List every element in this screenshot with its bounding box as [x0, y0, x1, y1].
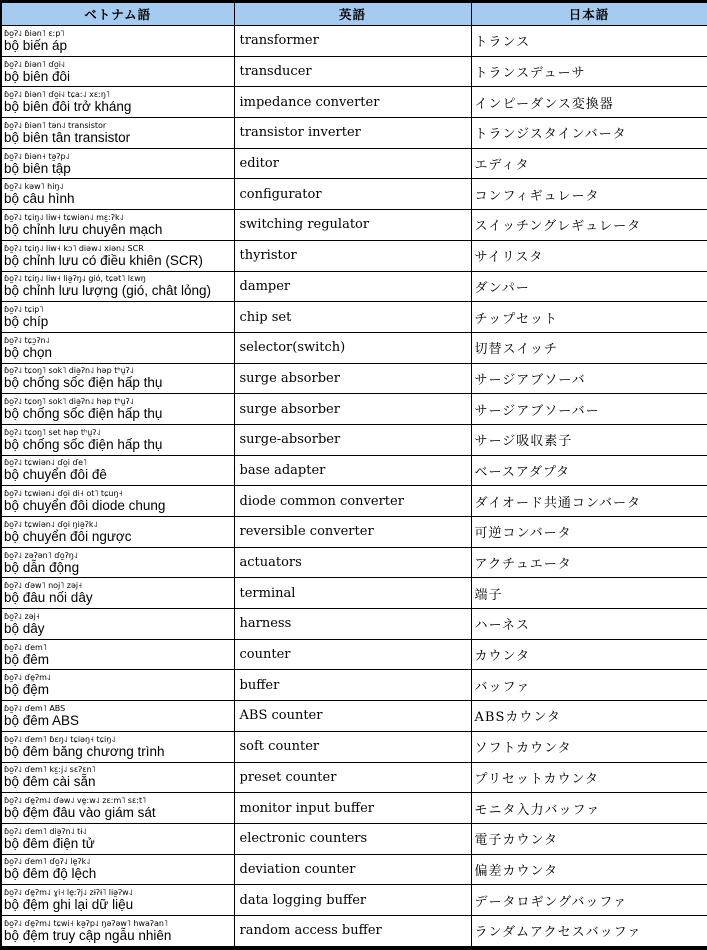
- table-row: [1, 731, 707, 762]
- vietnamese-term: bộ đêm ABS: [4, 712, 80, 728]
- vietnamese-term: bộ đêm cài sẵn: [4, 774, 96, 790]
- vietnamese-cell: [1, 578, 234, 609]
- vietnamese-cell: [1, 915, 234, 947]
- japanese-cell: チップセット: [471, 302, 707, 333]
- english-cell: monitor input buffer: [234, 793, 471, 824]
- japanese-cell: カウンタ: [471, 639, 707, 670]
- table-row: [1, 302, 707, 333]
- japanese-cell: トランスデューサ: [471, 56, 707, 87]
- table-row: [1, 148, 707, 179]
- japanese-cell: インピーダンス変換器: [471, 87, 707, 118]
- japanese-cell: サージアブソーバー: [471, 394, 707, 425]
- english-cell: terminal: [234, 578, 471, 609]
- japanese-cell: サージ吸収素子: [471, 424, 707, 455]
- table-row: [1, 332, 707, 363]
- japanese-cell: トランジスタインバータ: [471, 118, 707, 149]
- pronunciation-text: ɓo̰ʔ˨˩ tɕiŋ˨˩ liw˧ tɕwiən˨˩ mɛ̰ːʔk˨˩: [4, 212, 124, 222]
- vietnamese-term: bộ chuyển đôi diode chung: [4, 498, 166, 514]
- vietnamese-term: bộ chíp: [4, 314, 49, 330]
- vietnamese-cell: [1, 271, 234, 302]
- english-cell: switching regulator: [234, 210, 471, 241]
- table-row: [1, 547, 707, 578]
- english-cell: transducer: [234, 56, 471, 87]
- japanese-cell: アクチュエータ: [471, 547, 707, 578]
- table-row: [1, 639, 707, 670]
- vietnamese-term: bộ chỉnh lưu có điều khiên (SCR): [4, 252, 203, 268]
- vietnamese-term: bộ chỉnh lưu chuyên mạch: [4, 221, 163, 237]
- vietnamese-cell: [1, 639, 234, 670]
- header-english: 英語: [234, 2, 471, 26]
- table-row: [1, 210, 707, 241]
- pronunciation-text: ɓo̰ʔ˨˩ ɗḛʔm˨˩ ɗəw˨˩ vḛːw˨˩ zɛːm˥ sɛːt˥: [4, 796, 147, 806]
- pronunciation-text: ɓo̰ʔ˨˩ ɗem˥ diə̰ʔn˨˩ tɨ˨˩: [4, 826, 87, 836]
- header-japanese: 日本語: [471, 2, 707, 26]
- table-row: [1, 26, 707, 57]
- pronunciation-text: ɓo̰ʔ˨˩ ɗḛʔm˨˩ ɣi˧ lḛːʔj˨˩ zɨʔɨ˥ liə̰ʔw˨˩: [4, 888, 133, 898]
- pronunciation-text: ɓo̰ʔ˨˩ zəʔən˥ ɗo̰ʔŋ˨˩: [4, 550, 78, 560]
- header-vietnamese: ベトナム語: [1, 2, 234, 26]
- english-cell: deviation counter: [234, 854, 471, 885]
- table-row: [1, 578, 707, 609]
- japanese-cell: ABSカウンタ: [471, 701, 707, 732]
- pronunciation-text: ɓo̰ʔ˨˩ ɗḛʔm˨˩: [4, 673, 51, 683]
- vietnamese-term: bộ đệm: [4, 682, 50, 698]
- vietnamese-term: bộ chọn: [4, 344, 53, 360]
- japanese-cell: 切替スイッチ: [471, 332, 707, 363]
- table-row: [1, 793, 707, 824]
- vietnamese-term: bộ biên tập: [4, 160, 71, 176]
- vietnamese-term: bộ dây: [4, 620, 45, 636]
- vietnamese-cell: [1, 332, 234, 363]
- table-row: [1, 56, 707, 87]
- vietnamese-term: bộ đêm độ lệch: [4, 866, 97, 882]
- pronunciation-text: ɓo̰ʔ˨˩ tɕoŋ˥ set həp tʰṵʔ˨˩: [4, 427, 101, 437]
- table-row: [1, 394, 707, 425]
- vietnamese-term: bộ đệm truy cập ngẫu nhiên: [4, 927, 172, 943]
- english-cell: surge absorber: [234, 394, 471, 425]
- pronunciation-text: ɓo̰ʔ˨˩ ɓiən˥ ɗo̰i˧˩ tɕaː˨˩ xɛːŋ˥: [4, 90, 110, 100]
- vietnamese-term: bộ dẫn động: [4, 559, 80, 575]
- vietnamese-term: bộ chống sốc điện hấp thụ: [4, 436, 163, 452]
- table-row: [1, 885, 707, 916]
- table-header: [1, 2, 707, 26]
- pronunciation-text: ɓo̰ʔ˨˩ ɓiən˥ tən˨˩ transistor: [4, 120, 107, 130]
- vietnamese-cell: [1, 670, 234, 701]
- pronunciation-text: ɓo̰ʔ˨˩ tɕoŋ˥ sok˥ diə̰ʔn˨˩ həp tʰṵʔ˨˩: [4, 397, 134, 407]
- english-cell: random access buffer: [234, 915, 471, 947]
- japanese-cell: エディタ: [471, 148, 707, 179]
- vietnamese-cell: [1, 424, 234, 455]
- english-cell: impedance converter: [234, 87, 471, 118]
- pronunciation-text: ɓo̰ʔ˨˩ ɗem˥ ɓɛŋ˨˩ tɕiəŋ˧ tɕiŋ˨˩: [4, 734, 116, 744]
- english-cell: soft counter: [234, 731, 471, 762]
- english-cell: surge absorber: [234, 363, 471, 394]
- vietnamese-cell: [1, 87, 234, 118]
- english-cell: electronic counters: [234, 823, 471, 854]
- english-cell: selector(switch): [234, 332, 471, 363]
- vietnamese-term: bộ đêm điện tử: [4, 835, 95, 851]
- vietnamese-cell: [1, 179, 234, 210]
- vietnamese-cell: [1, 148, 234, 179]
- vietnamese-term: bộ đâu nối dây: [4, 590, 93, 606]
- table-row: [1, 271, 707, 302]
- vietnamese-cell: [1, 394, 234, 425]
- english-cell: reversible converter: [234, 517, 471, 548]
- japanese-cell: コンフィギュレータ: [471, 179, 707, 210]
- vietnamese-term: bộ câu hình: [4, 191, 75, 207]
- table-row: [1, 486, 707, 517]
- vietnamese-term: bộ chuyển đôi đê: [4, 467, 107, 483]
- japanese-cell: データロギングバッファ: [471, 885, 707, 916]
- table-row: [1, 701, 707, 732]
- english-cell: harness: [234, 609, 471, 640]
- vietnamese-cell: [1, 210, 234, 241]
- english-cell: transformer: [234, 26, 471, 57]
- vietnamese-cell: [1, 762, 234, 793]
- vietnamese-cell: [1, 26, 234, 57]
- pronunciation-text: ɓo̰ʔ˨˩ ɗem˥ ɗo̰ʔ˨˩ lḛʔk˨˩: [4, 857, 91, 867]
- vietnamese-cell: [1, 363, 234, 394]
- table-row: [1, 915, 707, 947]
- vietnamese-cell: [1, 56, 234, 87]
- japanese-cell: トランス: [471, 26, 707, 57]
- japanese-cell: ハーネス: [471, 609, 707, 640]
- pronunciation-text: ɓo̰ʔ˨˩ tɕwiən˨˩ ɗo̰i di˧ ot˥ tɕuŋ˧: [4, 489, 123, 499]
- table-row: [1, 517, 707, 548]
- vietnamese-cell: [1, 455, 234, 486]
- vietnamese-cell: [1, 547, 234, 578]
- dictionary-rows: [1, 26, 707, 948]
- pronunciation-text: ɓo̰ʔ˨˩ tɕwiən˨˩ ɗo̰i ŋiə̰ʔk˨˩: [4, 519, 98, 529]
- pronunciation-text: ɓo̰ʔ˨˩ zəj˧: [4, 611, 40, 621]
- pronunciation-text: ɓo̰ʔ˨˩ tɕoŋ˥ sok˥ diə̰ʔn˨˩ həp tʰṵʔ˨˩: [4, 366, 134, 376]
- pronunciation-text: ɓo̰ʔ˨˩ ɗem˥ ABS: [4, 703, 66, 713]
- pronunciation-text: ɓo̰ʔ˨˩ tɕip˥: [4, 305, 44, 315]
- english-cell: editor: [234, 148, 471, 179]
- japanese-cell: ランダムアクセスバッファ: [471, 915, 707, 947]
- table-row: [1, 455, 707, 486]
- pronunciation-text: ɓo̰ʔ˨˩ ɗem˥ kɛ̰ːj˨˩ sɛʔɛn˥: [4, 765, 96, 775]
- vietnamese-cell: [1, 854, 234, 885]
- table-row: [1, 363, 707, 394]
- japanese-cell: ダイオード共通コンバータ: [471, 486, 707, 517]
- pronunciation-text: ɓo̰ʔ˨˩ kəw˥ hiŋ˨˩: [4, 182, 64, 192]
- vietnamese-cell: [1, 885, 234, 916]
- pronunciation-text: ɓo̰ʔ˨˩ tɕiŋ˨˩ liw˧ liə̰ʔŋ˨˩ gió, tɕət˥ lɛwŋ: [4, 274, 146, 284]
- vietnamese-term: bộ biến áp: [4, 37, 68, 53]
- vietnamese-term: bộ đêm băng chương trình: [4, 743, 165, 759]
- japanese-cell: 偏差カウンタ: [471, 854, 707, 885]
- japanese-cell: サイリスタ: [471, 240, 707, 271]
- vietnamese-cell: [1, 240, 234, 271]
- english-cell: surge-absorber: [234, 424, 471, 455]
- english-cell: ABS counter: [234, 701, 471, 732]
- vietnamese-term: bộ đêm: [4, 651, 50, 667]
- japanese-cell: サージアブソーバ: [471, 363, 707, 394]
- pronunciation-text: ɓo̰ʔ˨˩ ɗəw˥ noj˥ zəj˧: [4, 581, 83, 591]
- english-cell: base adapter: [234, 455, 471, 486]
- pronunciation-text: ɓo̰ʔ˨˩ tɕwiən˨˩ ɗo̰i ɗe˥: [4, 458, 87, 468]
- vietnamese-cell: [1, 609, 234, 640]
- table-row: [1, 609, 707, 640]
- header-row: [1, 2, 707, 26]
- table-row: [1, 823, 707, 854]
- japanese-cell: ソフトカウンタ: [471, 731, 707, 762]
- vietnamese-term: bộ chống sốc điện hấp thụ: [4, 406, 163, 422]
- table-row: [1, 118, 707, 149]
- vietnamese-term: bộ chỉnh lưu lượng (gió, chât lỏng): [4, 283, 212, 299]
- japanese-cell: プリセットカウンタ: [471, 762, 707, 793]
- pronunciation-text: ɓo̰ʔ˨˩ ɓiən˥ ɛːp˥: [4, 28, 65, 38]
- japanese-cell: ベースアダプタ: [471, 455, 707, 486]
- vietnamese-term: bộ biên tân transistor: [4, 129, 131, 145]
- vietnamese-cell: [1, 823, 234, 854]
- japanese-cell: 可逆コンバータ: [471, 517, 707, 548]
- vietnamese-cell: [1, 701, 234, 732]
- japanese-cell: 電子カウンタ: [471, 823, 707, 854]
- english-cell: preset counter: [234, 762, 471, 793]
- english-cell: transistor inverter: [234, 118, 471, 149]
- vietnamese-term: bộ chuyển đôi ngược: [4, 528, 132, 544]
- japanese-cell: 端子: [471, 578, 707, 609]
- pronunciation-text: ɓo̰ʔ˨˩ ɗem˥: [4, 642, 47, 652]
- pronunciation-text: ɓo̰ʔ˨˩ tɕɔ̰ʔn˨˩: [4, 335, 50, 345]
- pronunciation-text: ɓo̰ʔ˨˩ ɓiən˥ ɗo̰i˧˩: [4, 59, 65, 69]
- table-row: [1, 424, 707, 455]
- vietnamese-cell: [1, 486, 234, 517]
- vietnamese-term: bộ đệm đâu vào giám sát: [4, 805, 156, 821]
- table-row: [1, 179, 707, 210]
- pronunciation-text: ɓo̰ʔ˨˩ tɕiŋ˨˩ liw˧ kɔ˥ diəw˨˩ xiən˨˩ SCR: [4, 243, 144, 253]
- vietnamese-term: bộ chống sốc điện hấp thụ: [4, 375, 163, 391]
- vietnamese-cell: [1, 793, 234, 824]
- pronunciation-text: ɓo̰ʔ˨˩ ɗḛʔm˨˩ tɕwi˧ kə̰ʔp˨˩ ŋəʔəw˥ hwaʔan˥: [4, 918, 168, 928]
- english-cell: thyristor: [234, 240, 471, 271]
- vietnamese-cell: [1, 118, 234, 149]
- table-row: [1, 240, 707, 271]
- vietnamese-term: bộ đệm ghi lại dữ liệu: [4, 897, 134, 913]
- table-row: [1, 762, 707, 793]
- english-cell: buffer: [234, 670, 471, 701]
- english-cell: actuators: [234, 547, 471, 578]
- english-cell: damper: [234, 271, 471, 302]
- vietnamese-term: bộ biên đôi trở kháng: [4, 99, 132, 115]
- vietnamese-term: bộ biên đôi: [4, 68, 71, 84]
- japanese-cell: スイッチングレギュレータ: [471, 210, 707, 241]
- vietnamese-cell: [1, 517, 234, 548]
- japanese-cell: ダンパー: [471, 271, 707, 302]
- english-cell: diode common converter: [234, 486, 471, 517]
- table-row: [1, 854, 707, 885]
- vietnamese-cell: [1, 302, 234, 333]
- english-cell: configurator: [234, 179, 471, 210]
- japanese-cell: バッファ: [471, 670, 707, 701]
- english-cell: chip set: [234, 302, 471, 333]
- english-cell: data logging buffer: [234, 885, 471, 916]
- english-cell: counter: [234, 639, 471, 670]
- table-row: [1, 670, 707, 701]
- vietnamese-cell: [1, 731, 234, 762]
- table-row: [1, 87, 707, 118]
- pronunciation-text: ɓo̰ʔ˨˩ ɓiən˧ tə̰ʔp˨˩: [4, 151, 70, 161]
- japanese-cell: モニタ入力バッファ: [471, 793, 707, 824]
